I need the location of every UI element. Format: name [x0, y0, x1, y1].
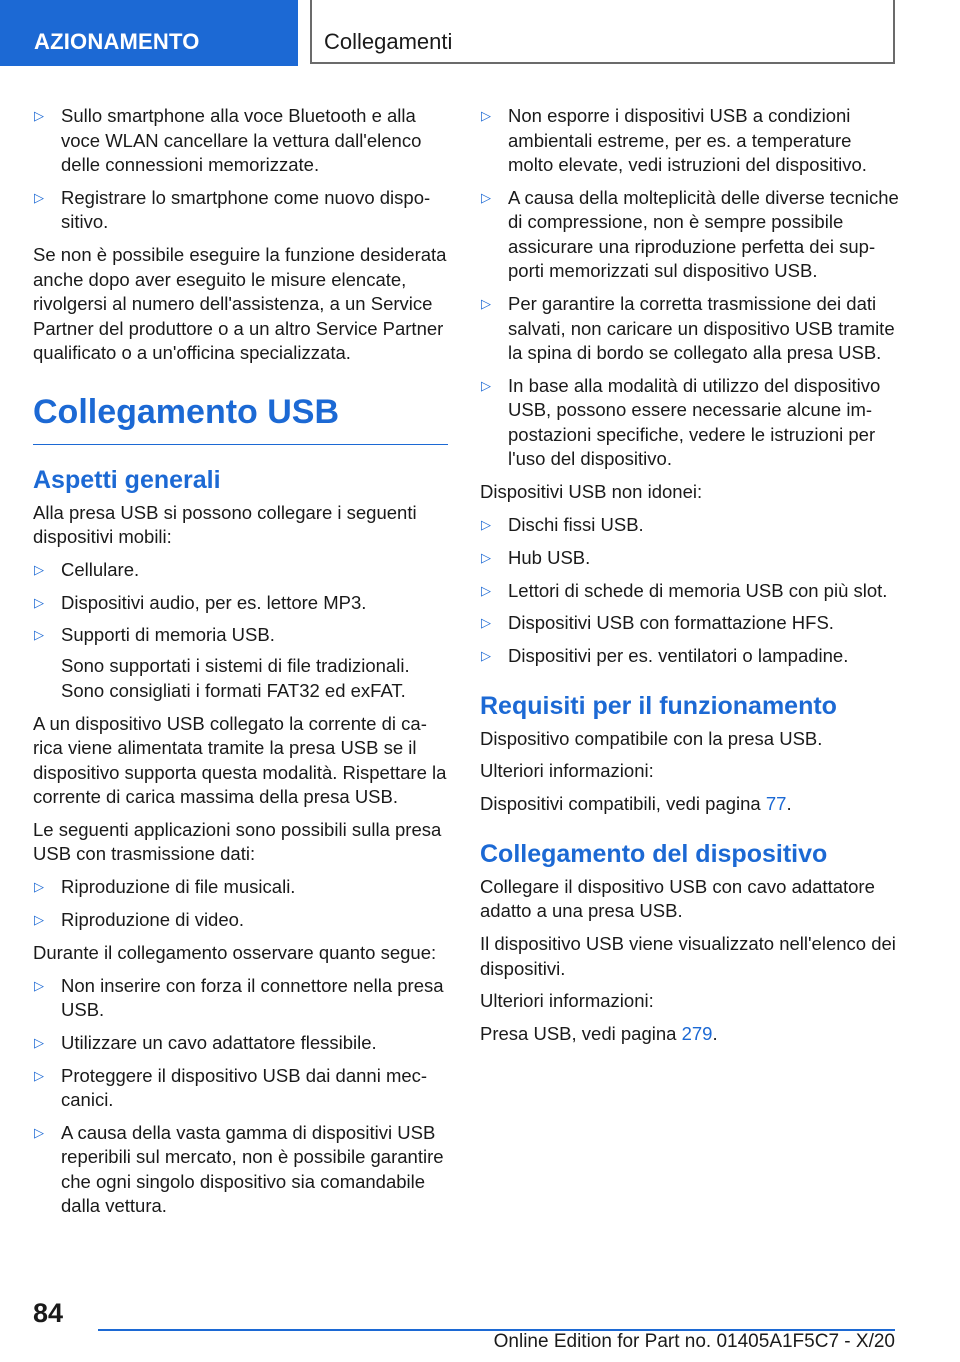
list-item: ▷ Registrare lo smartphone come nuovo dispositivo. — [34, 186, 431, 233]
triangle-bullet-icon: ▷ — [481, 108, 491, 123]
paragraph: Le seguenti applicazioni sono possibili sulla presa USB con trasmissione dati: — [33, 818, 442, 865]
list-item: ▷ Dischi fissi USB. — [480, 513, 900, 538]
list-item: ▷ Dispositivi USB con formattazione HFS. — [480, 611, 900, 636]
left-column — [33, 104, 448, 1227]
triangle-bullet-icon: ▷ — [34, 627, 44, 643]
triangle-bullet-icon: ▷ — [34, 1067, 44, 1083]
list-item: ▷ Supporti di memoria USB. — [33, 623, 448, 648]
list-item: ▷ Cellulare. — [33, 558, 448, 583]
paragraph: Dispositivo compatibile con la presa USB. — [480, 727, 823, 749]
triangle-bullet-icon: ▷ — [34, 561, 44, 577]
paragraph: Ulteriori informazioni: — [480, 760, 654, 782]
list-item: ▷ In base alla modalità di utilizzo del dispositivo USB, possono essere necessarie alcune impostazioni specifiche, vedere le istruzioni per l'uso del dispositivo. — [481, 374, 881, 470]
list-item: ▷ Dispositivi audio, per es. lettore MP3. — [33, 591, 448, 616]
triangle-bullet-icon: ▷ — [34, 879, 44, 895]
triangle-bullet-icon: ▷ — [481, 296, 491, 312]
right-column — [480, 104, 900, 1055]
section-heading: Collegamento USB — [33, 392, 448, 445]
page-link[interactable]: 77 — [765, 793, 787, 815]
paragraph: Alla presa USB si possono collegare i seguenti dispositivi mobili: — [33, 501, 417, 548]
page-link[interactable]: 279 — [681, 1023, 713, 1045]
paragraph: Dispositivi compatibili, vedi pagina 77. — [480, 793, 792, 815]
triangle-bullet-icon: ▷ — [34, 977, 44, 993]
list-item-note: Sono supportati i sistemi di file tradizionali. Sono consigliati i formati FAT32 ed exFAT. — [61, 655, 410, 701]
page-number: 84 — [33, 1298, 64, 1328]
triangle-bullet-icon: ▷ — [34, 594, 44, 610]
paragraph: Dispositivi USB non idonei: — [480, 481, 703, 503]
paragraph: Presa USB, vedi pagina 279. — [480, 1023, 718, 1045]
footer-edition: Online Edition for Part no. 01405A1F5C7 - X/20 — [493, 1331, 895, 1352]
paragraph: Il dispositivo USB viene visualizzato nell'elenco dei dispositivi. — [480, 933, 896, 979]
paragraph: Durante il collegamento osservare quanto segue: — [33, 941, 437, 963]
list-item: ▷ Sullo smartphone alla voce Bluetooth e alla voce WLAN cancellare la vettura dall'elenco delle connessioni memorizzate. — [34, 105, 422, 175]
triangle-bullet-icon: ▷ — [481, 615, 491, 631]
list-item: ▷ Lettori di schede di memoria USB con più slot. — [480, 579, 900, 604]
topic-title: Collegamenti — [324, 29, 453, 54]
list-item: ▷ Dispositivi per es. ventilatori o lampadine. — [480, 644, 900, 669]
list-item: ▷ Per garantire la corretta trasmissione dei dati salvati, non caricare un dispositivo USB tramite la spina di bordo se collegato alla presa USB. — [481, 293, 895, 364]
paragraph: A un dispositivo USB collegato la corrente di carica viene alimentata tramite la presa USB se il dispositivo supporta questa modalità. Rispettare la corrente di carica massima della presa USB. — [33, 712, 447, 808]
triangle-bullet-icon: ▷ — [34, 911, 44, 927]
triangle-bullet-icon: ▷ — [481, 549, 491, 565]
triangle-bullet-icon: ▷ — [34, 189, 44, 205]
list-item: ▷ Proteggere il dispositivo USB dai danni meccanici. — [34, 1064, 428, 1111]
subsection-heading: Collegamento del dispositivo — [480, 839, 828, 868]
triangle-bullet-icon: ▷ — [34, 108, 44, 123]
section-tab: AZIONAMENTO — [0, 0, 298, 66]
triangle-bullet-icon: ▷ — [34, 1034, 44, 1050]
triangle-bullet-icon: ▷ — [34, 1124, 44, 1140]
list-item: ▷ Riproduzione di video. — [33, 908, 448, 933]
page-header — [0, 0, 960, 66]
subsection-heading: Aspetti generali — [33, 465, 221, 494]
paragraph: Se non è possibile eseguire la funzione desiderata anche dopo aver eseguito le misure elencate, rivolgersi al numero dell'assistenza, a un Service Partner del produttore o a un altro Service Partner qualificato o a un'officina specializzata. — [33, 244, 447, 364]
triangle-bullet-icon: ▷ — [481, 516, 491, 532]
subsection-heading: Requisiti per il funzionamento — [480, 691, 837, 720]
paragraph: Collegare il dispositivo USB con cavo adattatore adatto a una presa USB. — [480, 875, 875, 922]
list-item: ▷ A causa della molteplicità delle diverse tecniche di compressione, non è sempre possibile assicurare una riproduzione perfetta dei supporti memorizzati sul dispositivo USB. — [481, 186, 899, 282]
triangle-bullet-icon: ▷ — [481, 582, 491, 598]
paragraph: Ulteriori informazioni: — [480, 990, 654, 1012]
list-item: ▷ Non inserire con forza il connettore nella presa USB. — [34, 974, 444, 1021]
list-item: ▷ Utilizzare un cavo adattatore flessibile. — [33, 1031, 448, 1056]
triangle-bullet-icon: ▷ — [481, 189, 491, 205]
list-item: ▷ Riproduzione di file musicali. — [33, 875, 448, 900]
list-item: ▷ Hub USB. — [480, 546, 900, 571]
triangle-bullet-icon: ▷ — [481, 377, 491, 393]
list-item: ▷ Non esporre i dispositivi USB a condizioni ambientali estreme, per es. a temperature molto elevate, vedi istruzioni del dispositivo. — [481, 105, 867, 175]
triangle-bullet-icon: ▷ — [481, 648, 491, 664]
list-item: ▷ A causa della vasta gamma di dispositivi USB reperibili sul mercato, non è possibile garantire che ogni singolo dispositivo sia comandabile dalla vettura. — [34, 1121, 444, 1217]
